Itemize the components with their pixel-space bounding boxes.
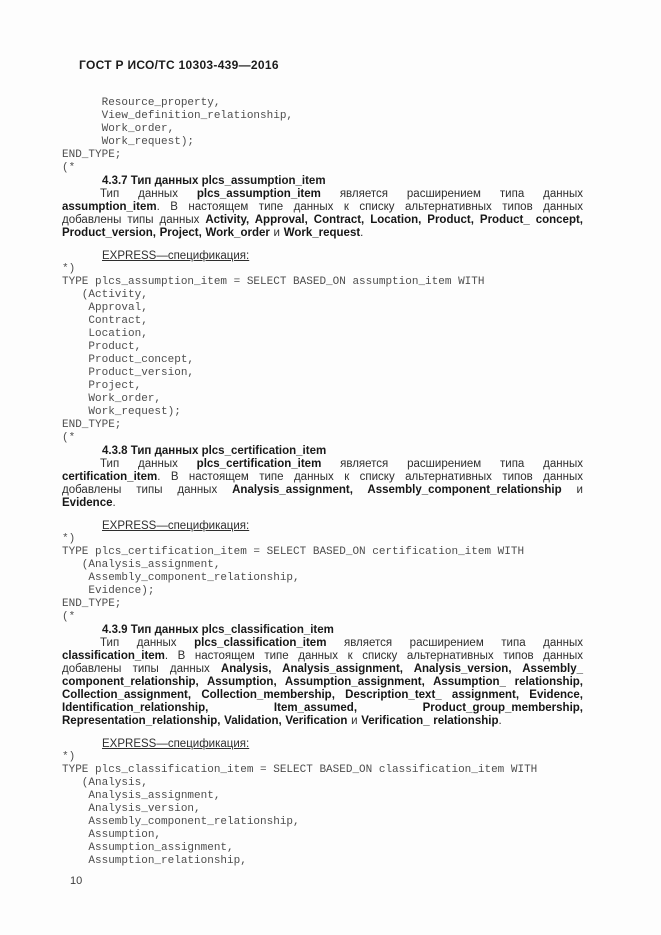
data-type-term: plcs_classification_item bbox=[194, 637, 327, 649]
code-line: (* bbox=[62, 432, 76, 444]
code-line: Product_concept, bbox=[62, 354, 195, 366]
code-line: (* bbox=[62, 611, 76, 623]
code-line: Project, bbox=[62, 380, 142, 392]
code-line: Assumption, bbox=[62, 829, 162, 841]
code-line: (Analysis_assignment, bbox=[62, 559, 221, 571]
express-spec-row bbox=[62, 518, 583, 533]
data-type-term: Analysis, Analysis_assignment, Analysis_version, Assembly_ component_relationship, Assumption, Assumption_assignment, Assumption_ relationship, Collection_assignment, Collection_membership, Description_text_ assignment, Evidence, Identification_relationship, Item_assumed, Product_group_membership, Representation_relationship, Validation, Verification bbox=[62, 663, 583, 727]
express-spec-row bbox=[62, 736, 583, 751]
data-type-term: assumption_item bbox=[62, 201, 157, 213]
code-line: Assumption_assignment, bbox=[62, 842, 234, 854]
data-type-term: Evidence bbox=[62, 497, 113, 509]
text-run: . В настоящем типе данных к списку альтернативных типов данных добавлены типы данных bbox=[62, 201, 583, 226]
code-line: TYPE plcs_classification_item = SELECT BASED_ON classification_item WITH bbox=[62, 764, 538, 776]
text-run: и bbox=[561, 484, 583, 496]
text-run: . В настоящем типе данных к списку альтернативных типов данных добавлены типы данных bbox=[62, 471, 583, 496]
code-line: END_TYPE; bbox=[62, 419, 122, 431]
page-number: 10 bbox=[70, 875, 83, 887]
text-run: является расширением типа данных bbox=[326, 637, 583, 649]
text-run: Тип данных bbox=[100, 637, 195, 649]
text-run: . bbox=[498, 715, 502, 727]
code-line: View_definition_relationship, bbox=[62, 110, 294, 122]
section-heading: 4.3.8 Тип данных plcs_certification_item bbox=[102, 445, 327, 457]
express-spec-label: EXPRESS—спецификация: bbox=[102, 738, 250, 750]
express-code-block bbox=[62, 533, 583, 624]
code-line: END_TYPE; bbox=[62, 598, 122, 610]
express-spec-label: EXPRESS—спецификация: bbox=[102, 520, 250, 532]
code-line: Product, bbox=[62, 341, 142, 353]
code-line: Approval, bbox=[62, 302, 148, 314]
data-type-term: classification_item bbox=[62, 650, 165, 662]
code-line: *) bbox=[62, 263, 76, 275]
data-type-term: Activity, Approval, Contract, Location, Product, Product_ concept, Product_version, Project, Work_order bbox=[62, 214, 583, 239]
code-line: Work_order, bbox=[62, 123, 175, 135]
data-type-term: Verification_ relationship bbox=[361, 715, 499, 727]
text-run: является расширением типа данных bbox=[320, 188, 583, 200]
express-spec-row bbox=[62, 248, 583, 263]
express-code-block bbox=[62, 751, 583, 868]
section-paragraph bbox=[62, 188, 583, 240]
code-line: *) bbox=[62, 751, 76, 763]
text-run: . bbox=[360, 227, 364, 239]
code-line: TYPE plcs_certification_item = SELECT BASED_ON certification_item WITH bbox=[62, 546, 525, 558]
code-line: END_TYPE; bbox=[62, 149, 122, 161]
express-spec-label: EXPRESS—спецификация: bbox=[102, 250, 250, 262]
code-line: (Activity, bbox=[62, 289, 148, 301]
code-line: Assembly_component_relationship, bbox=[62, 572, 300, 584]
code-line: Analysis_version, bbox=[62, 803, 201, 815]
data-type-term: Analysis_assignment, Assembly_component_relationship bbox=[232, 484, 562, 496]
text-run: Тип данных bbox=[100, 188, 197, 200]
code-line: (Analysis, bbox=[62, 777, 148, 789]
data-type-term: plcs_assumption_item bbox=[196, 188, 321, 200]
section-paragraph bbox=[62, 458, 583, 510]
data-type-term: certification_item bbox=[62, 471, 158, 483]
code-line: Product_version, bbox=[62, 367, 195, 379]
code-line: TYPE plcs_assumption_item = SELECT BASED_ON assumption_item WITH bbox=[62, 276, 485, 288]
data-type-term: plcs_certification_item bbox=[196, 458, 322, 470]
code-line: Contract, bbox=[62, 315, 148, 327]
code-line: Resource_property, bbox=[62, 97, 221, 109]
text-run: . В настоящем типе данных к списку альтернативных типов данных добавлены типы данных bbox=[62, 650, 583, 675]
document-content bbox=[62, 97, 583, 887]
code-line: Assembly_component_relationship, bbox=[62, 816, 300, 828]
code-line: Work_request); bbox=[62, 136, 195, 148]
express-code-block bbox=[62, 263, 583, 445]
code-line: Work_request); bbox=[62, 406, 181, 418]
code-line: Evidence); bbox=[62, 585, 155, 597]
code-line: Location, bbox=[62, 328, 148, 340]
text-run: и bbox=[347, 715, 362, 727]
section-heading: 4.3.9 Тип данных plcs_classification_item bbox=[102, 624, 334, 636]
code-line: (* bbox=[62, 162, 76, 174]
text-run: является расширением типа данных bbox=[321, 458, 583, 470]
code-line: *) bbox=[62, 533, 76, 545]
code-line: Work_order, bbox=[62, 393, 162, 405]
express-code-block bbox=[62, 97, 583, 175]
data-type-term: Work_request bbox=[283, 227, 361, 239]
code-line: Analysis_assignment, bbox=[62, 790, 221, 802]
section-paragraph bbox=[62, 637, 583, 728]
document-designation: ГОСТ Р ИСО/ТС 10303-439—2016 bbox=[79, 58, 279, 72]
text-run: и bbox=[269, 227, 284, 239]
text-run: Тип данных bbox=[100, 458, 197, 470]
section-heading: 4.3.7 Тип данных plcs_assumption_item bbox=[102, 175, 326, 187]
code-line: Assumption_relationship, bbox=[62, 855, 247, 867]
text-run: . bbox=[112, 497, 116, 509]
